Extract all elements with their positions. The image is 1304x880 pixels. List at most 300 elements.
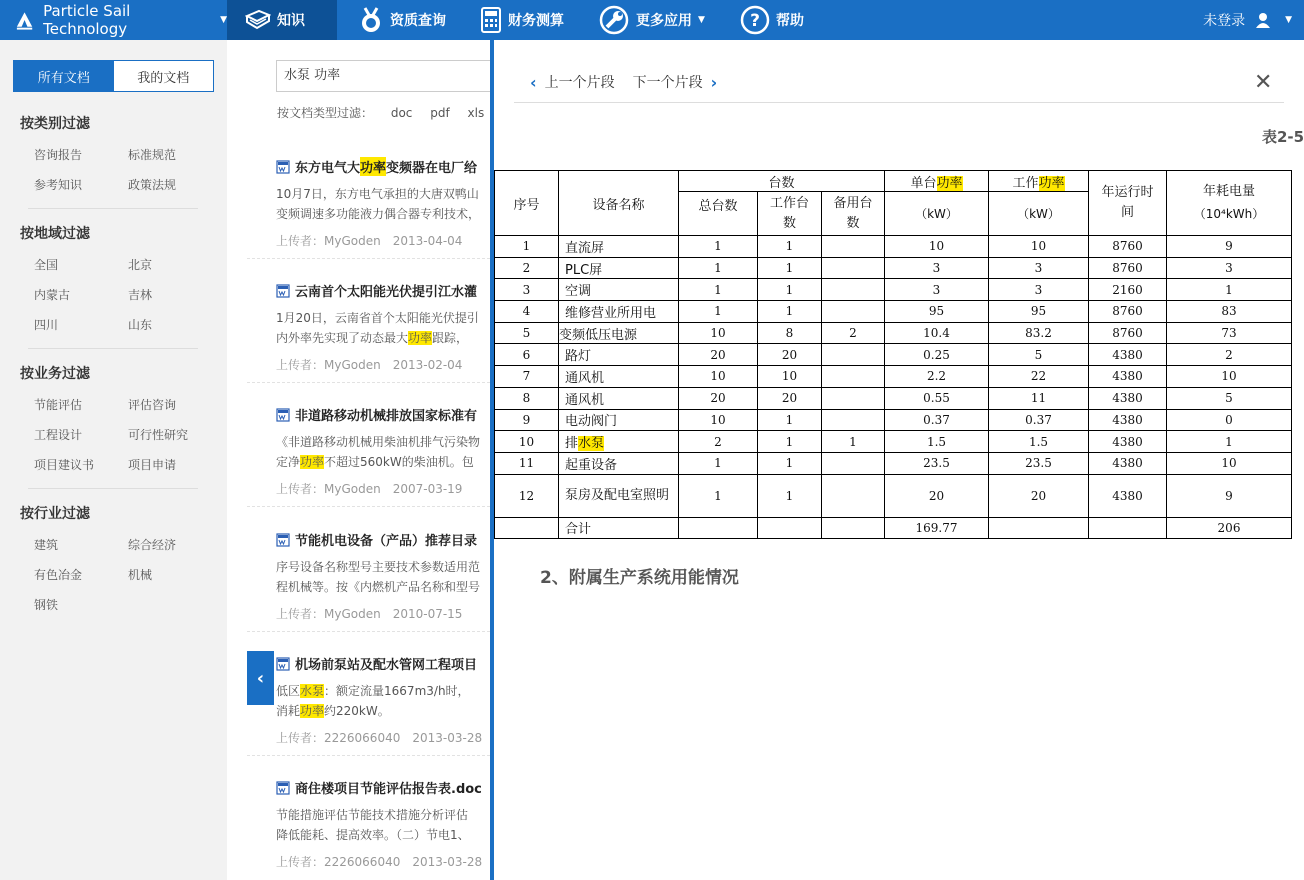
- cell-unit-power: 10.4: [885, 322, 989, 344]
- cell-total: 10: [679, 366, 758, 388]
- cell-unit-power: 1.5: [885, 431, 989, 453]
- result-title[interactable]: [276, 530, 490, 549]
- book-icon: [245, 8, 271, 32]
- uploader: 上传者：MyGoden: [276, 607, 381, 621]
- result-snippet: [276, 805, 490, 845]
- cell-name: [559, 322, 679, 344]
- user-icon: [1255, 12, 1271, 28]
- cell-working: 10: [758, 366, 822, 388]
- text-fragment: 降低能耗、提高效率。（二）节电1、: [276, 828, 470, 842]
- cell-total: [679, 517, 758, 538]
- nav-finance-label: 财务测算: [508, 13, 564, 29]
- cell-standby: [822, 474, 885, 517]
- result-title[interactable]: [276, 778, 490, 797]
- cell-work-power: 10: [989, 236, 1089, 258]
- prev-segment-label: 上一个片段: [544, 75, 615, 91]
- divider: [247, 258, 490, 259]
- cell-name: [559, 452, 679, 474]
- text-fragment: 程机械等。按《内燃机产品名称和型号: [276, 580, 481, 594]
- type-filter-label: 按文档类型过滤：: [277, 106, 374, 120]
- search-results-pane: [227, 40, 490, 880]
- cell-total: 1: [679, 236, 758, 258]
- cell-energy: 0: [1167, 409, 1292, 431]
- nav-qualification-label: 资质查询: [390, 13, 446, 29]
- cell-unit-power: 0.55: [885, 387, 989, 409]
- cell-no: 4: [495, 301, 559, 323]
- table-row: [495, 236, 1292, 258]
- table-row: [495, 387, 1292, 409]
- type-filter-xls[interactable]: xls: [467, 106, 485, 120]
- cell-standby: [822, 301, 885, 323]
- brand-name: Particle Sail Technology: [43, 2, 131, 38]
- cell-energy: 5: [1167, 387, 1292, 409]
- header-text: 单台: [910, 175, 937, 191]
- result-item[interactable]: [276, 654, 490, 746]
- result-snippet: [276, 184, 490, 224]
- filter-group-industry: [20, 504, 200, 620]
- text-fragment: 序号设备名称型号主要技术参数适用范: [276, 560, 481, 574]
- cell-name: 合计: [559, 517, 679, 538]
- table-total-row: [495, 517, 1292, 538]
- cell-working: 1: [758, 279, 822, 301]
- header-text: 年耗电量: [1202, 183, 1255, 199]
- upload-date: 2007-03-19: [392, 482, 463, 496]
- cell-work-power: 83.2: [989, 322, 1089, 344]
- divider: [28, 348, 198, 349]
- cell-standby: [822, 452, 885, 474]
- text-fragment: 路灯: [565, 349, 592, 365]
- result-meta: [276, 356, 490, 373]
- text-fragment: 变频低压电源: [559, 327, 638, 343]
- header-total: 总台数: [679, 192, 758, 236]
- cell-hours: 4380: [1089, 409, 1167, 431]
- filter-group-title: 按业务过滤: [20, 366, 90, 382]
- chevron-down-icon: ▼: [220, 15, 227, 25]
- filter-item[interactable]: 吉林: [128, 288, 153, 302]
- header-count: 台数: [679, 171, 885, 192]
- chevron-left-icon: ‹: [256, 667, 265, 689]
- filter-item[interactable]: 有色冶金: [34, 568, 83, 582]
- table-row: [495, 431, 1292, 453]
- filter-item[interactable]: 政策法规: [128, 178, 177, 192]
- result-snippet: [276, 432, 490, 472]
- section-heading: 2、附属生产系统用能情况: [540, 568, 739, 588]
- doc-scope-tabs: [13, 60, 214, 92]
- text-fragment: 非道路移动机械排放国家标准有: [295, 409, 478, 424]
- cell-hours: 4380: [1089, 344, 1167, 366]
- cell-working: 1: [758, 409, 822, 431]
- cell-standby: [822, 257, 885, 279]
- top-navbar: [0, 0, 1304, 40]
- cell-no: 3: [495, 279, 559, 301]
- cell-work-power: 11: [989, 387, 1089, 409]
- header-standby: 备用台数: [822, 192, 885, 236]
- table-row: [495, 257, 1292, 279]
- snippet-line: [276, 577, 490, 597]
- cell-name: [559, 279, 679, 301]
- cell-name: [559, 344, 679, 366]
- cell-hours: 2160: [1089, 279, 1167, 301]
- search-input[interactable]: 水泵 功率: [276, 60, 490, 92]
- text-fragment: 约220kW。: [324, 704, 390, 718]
- snippet-line: [276, 557, 490, 577]
- cell-total: 1: [679, 474, 758, 517]
- cell-energy: 1: [1167, 279, 1292, 301]
- text-fragment: 机场前泵站及配水管网工程项目: [295, 658, 478, 673]
- text-fragment: 变频调速多功能液力偶合器专利技术，: [276, 207, 481, 221]
- tab-all-documents[interactable]: 所有文档: [14, 61, 114, 91]
- cell-work-power: 95: [989, 301, 1089, 323]
- highlight: 水泵: [578, 436, 605, 452]
- cell-working: 8: [758, 322, 822, 344]
- table-row: [495, 409, 1292, 431]
- header-work-kw: （kW）: [989, 192, 1089, 236]
- cell-no: 8: [495, 387, 559, 409]
- divider: [247, 755, 490, 756]
- cell-name: [559, 431, 679, 453]
- uploader: 上传者：MyGoden: [276, 358, 381, 372]
- result-title[interactable]: [276, 281, 490, 300]
- cell-work-power: [989, 517, 1089, 538]
- highlight: 功率: [1038, 175, 1065, 191]
- cell-work-power: 22: [989, 366, 1089, 388]
- cell-unit-power: 20: [885, 474, 989, 517]
- divider: [514, 102, 1284, 103]
- upload-date: 2013-04-04: [392, 234, 463, 248]
- filter-group-business: [20, 364, 200, 480]
- filter-item[interactable]: 机械: [128, 568, 153, 582]
- cell-standby: [822, 279, 885, 301]
- cell-unit-power: 3: [885, 279, 989, 301]
- result-title[interactable]: [276, 157, 490, 176]
- text-fragment: 1月20日，云南省首个太阳能光伏提引: [276, 311, 479, 325]
- table-row: [495, 279, 1292, 301]
- cell-no: 6: [495, 344, 559, 366]
- text-fragment: 《非道路移动机械用柴油机排气污染物: [276, 435, 481, 449]
- highlight: 功率: [360, 157, 386, 176]
- cell-name: [559, 387, 679, 409]
- filter-item[interactable]: 评估咨询: [128, 398, 177, 412]
- next-segment-button[interactable]: [633, 72, 718, 92]
- table-row: [495, 474, 1292, 517]
- help-icon: [740, 5, 770, 35]
- cell-work-power: 0.37: [989, 409, 1089, 431]
- cell-energy: 83: [1167, 301, 1292, 323]
- cell-unit-power: 2.2: [885, 366, 989, 388]
- result-title[interactable]: [276, 654, 490, 673]
- upload-date: 2013-03-28: [412, 855, 483, 869]
- filter-item[interactable]: 内蒙古: [34, 288, 71, 302]
- cell-name: [559, 236, 679, 258]
- cell-energy: 9: [1167, 474, 1292, 517]
- cell-energy: 9: [1167, 236, 1292, 258]
- cell-total: 20: [679, 387, 758, 409]
- nav-help[interactable]: [740, 0, 804, 40]
- cell-total: 20: [679, 344, 758, 366]
- snippet-line: [276, 328, 490, 348]
- cell-energy: 2: [1167, 344, 1292, 366]
- cell-no: 9: [495, 409, 559, 431]
- text-fragment: 云南首个太阳能光伏提引江水灌: [295, 285, 478, 300]
- filter-group-region: [20, 224, 200, 340]
- filter-group-title: 按类别过滤: [20, 116, 90, 132]
- cell-standby: 1: [822, 431, 885, 453]
- type-filter-pdf[interactable]: pdf: [430, 106, 450, 120]
- svg-text:?: ?: [750, 11, 760, 31]
- cell-unit-power: 95: [885, 301, 989, 323]
- snippet-line: [276, 681, 490, 701]
- snippet-line: [276, 701, 490, 721]
- cell-hours: 4380: [1089, 366, 1167, 388]
- cell-no: 11: [495, 452, 559, 474]
- divider: [247, 382, 490, 383]
- cell-no: 7: [495, 366, 559, 388]
- type-filter: [277, 104, 490, 121]
- cell-working: 1: [758, 452, 822, 474]
- filter-item[interactable]: 山东: [128, 318, 153, 332]
- filter-item[interactable]: 项目申请: [128, 458, 177, 472]
- nav-more-apps[interactable]: [598, 0, 705, 40]
- text-fragment: 东方电气大: [295, 161, 361, 176]
- cell-work-power: 23.5: [989, 452, 1089, 474]
- cell-no: [495, 517, 559, 538]
- cell-work-power: 3: [989, 257, 1089, 279]
- nav-knowledge-label: 知识: [277, 13, 305, 29]
- chevron-right-icon: ›: [710, 72, 718, 92]
- text-fragment: 商住楼项目节能评估报告表.doc: [295, 782, 482, 797]
- document-icon: [276, 781, 290, 795]
- wrench-icon: [598, 5, 630, 35]
- document-icon: [276, 533, 290, 547]
- filter-item[interactable]: 全国: [34, 258, 59, 272]
- nav-finance[interactable]: [480, 0, 564, 40]
- cell-unit-power: 3: [885, 257, 989, 279]
- cell-work-power: 3: [989, 279, 1089, 301]
- document-preview-panel: [490, 40, 1304, 880]
- header-text: 工作: [1012, 175, 1039, 191]
- cell-energy: 206: [1167, 517, 1292, 538]
- snippet-line: [276, 452, 490, 472]
- text-fragment: 通风机: [565, 370, 605, 386]
- result-item[interactable]: [276, 405, 490, 497]
- highlight: 功率: [300, 455, 325, 469]
- text-fragment: 节能机电设备（产品）推荐目录: [295, 534, 478, 549]
- cell-energy: 10: [1167, 452, 1292, 474]
- cell-working: 1: [758, 474, 822, 517]
- nav-qualification[interactable]: [358, 0, 446, 40]
- result-item[interactable]: [276, 530, 490, 622]
- table-row: [495, 322, 1292, 344]
- text-fragment: ：额定流量1667m3/h时，: [324, 684, 470, 698]
- energy-table: [494, 170, 1292, 539]
- document-icon: [276, 408, 290, 422]
- cell-hours: 8760: [1089, 301, 1167, 323]
- filter-item[interactable]: 项目建议书: [34, 458, 95, 472]
- divider: [247, 631, 490, 632]
- cell-unit-power: 0.25: [885, 344, 989, 366]
- cell-total: 2: [679, 431, 758, 453]
- cell-standby: [822, 409, 885, 431]
- cell-hours: [1089, 517, 1167, 538]
- result-title[interactable]: [276, 405, 490, 424]
- tab-my-documents[interactable]: 我的文档: [114, 61, 214, 91]
- cell-total: 10: [679, 322, 758, 344]
- cell-no: 5: [495, 322, 559, 344]
- result-meta: [276, 605, 490, 622]
- text-fragment: 维修营业所用电: [565, 305, 657, 321]
- logo-icon: [14, 9, 35, 31]
- cell-hours: 8760: [1089, 236, 1167, 258]
- text-fragment: 跟踪，: [432, 331, 469, 345]
- filter-item[interactable]: 建筑: [34, 538, 59, 552]
- cell-working: 20: [758, 344, 822, 366]
- result-meta: [276, 480, 490, 497]
- result-item[interactable]: [276, 157, 490, 249]
- document-icon: [276, 657, 290, 671]
- cell-name: [559, 366, 679, 388]
- header-work-power: [989, 171, 1089, 192]
- filter-item[interactable]: 工程设计: [34, 428, 83, 442]
- snippet-line: [276, 184, 490, 204]
- header-energy: [1167, 171, 1292, 236]
- cell-standby: [822, 517, 885, 538]
- medal-icon: [358, 6, 384, 34]
- filter-item[interactable]: 四川: [34, 318, 59, 332]
- cell-working: [758, 517, 822, 538]
- calculator-icon: [480, 7, 502, 33]
- document-icon: [276, 284, 290, 298]
- text-fragment: 空调: [565, 284, 592, 300]
- cell-standby: [822, 366, 885, 388]
- result-meta: [276, 729, 490, 746]
- text-fragment: 直流屏: [565, 240, 605, 256]
- nav-knowledge[interactable]: [227, 0, 337, 40]
- cell-total: 1: [679, 301, 758, 323]
- cell-hours: 4380: [1089, 474, 1167, 517]
- snippet-line: [276, 204, 490, 224]
- upload-date: 2013-02-04: [392, 358, 463, 372]
- cell-work-power: 1.5: [989, 431, 1089, 453]
- close-icon[interactable]: ✕: [1254, 70, 1273, 95]
- filter-item[interactable]: 可行性研究: [128, 428, 189, 442]
- prev-segment-button[interactable]: [530, 72, 615, 92]
- cell-hours: 4380: [1089, 431, 1167, 453]
- cell-name: [559, 257, 679, 279]
- filter-sidebar: [0, 40, 227, 880]
- text-fragment: PLC屏: [565, 262, 603, 278]
- uploader: 上传者：2226066040: [276, 731, 401, 745]
- cell-no: 12: [495, 474, 559, 517]
- highlight: 功率: [936, 175, 963, 191]
- filter-item[interactable]: 北京: [128, 258, 153, 272]
- text-fragment: 泵房及配电室照明: [565, 487, 670, 503]
- result-meta: [276, 853, 490, 870]
- filter-item[interactable]: 参考知识: [34, 178, 83, 192]
- divider: [28, 208, 198, 209]
- highlight: 功率: [300, 704, 325, 718]
- header-hours: 年运行时间: [1089, 171, 1167, 236]
- result-snippet: [276, 308, 490, 348]
- filter-item[interactable]: 节能评估: [34, 398, 83, 412]
- upload-date: 2010-07-15: [392, 607, 463, 621]
- filter-item[interactable]: 钢铁: [34, 598, 59, 612]
- text-fragment: 定净: [276, 455, 301, 469]
- cell-no: 1: [495, 236, 559, 258]
- cell-total: 1: [679, 257, 758, 279]
- upload-date: 2013-03-28: [412, 731, 483, 745]
- filter-group-category: [20, 114, 200, 200]
- result-snippet: [276, 557, 490, 597]
- cell-hours: 4380: [1089, 387, 1167, 409]
- uploader: 上传者：2226066040: [276, 855, 401, 869]
- cell-standby: [822, 344, 885, 366]
- text-fragment: 通风机: [565, 392, 605, 408]
- header-unit-power: [885, 171, 989, 192]
- divider: [247, 506, 490, 507]
- result-meta: [276, 232, 490, 249]
- table-row: [495, 366, 1292, 388]
- cell-name: [559, 301, 679, 323]
- cell-unit-power: 169.77: [885, 517, 989, 538]
- header-no: 序号: [495, 171, 559, 236]
- cell-working: 1: [758, 257, 822, 279]
- table-row: [495, 301, 1292, 323]
- cell-name: [559, 409, 679, 431]
- table-row: [495, 452, 1292, 474]
- cell-unit-power: 0.37: [885, 409, 989, 431]
- type-filter-doc[interactable]: doc: [390, 106, 413, 120]
- nav-help-label: 帮助: [776, 13, 804, 29]
- brand-menu[interactable]: [0, 0, 227, 40]
- filter-item[interactable]: 标准规范: [128, 148, 177, 162]
- header-unit-kw: （kW）: [885, 192, 989, 236]
- cell-hours: 8760: [1089, 322, 1167, 344]
- highlight: 水泵: [300, 684, 325, 698]
- filter-group-title: 按地域过滤: [20, 226, 90, 242]
- chevron-down-icon: ▼: [698, 15, 705, 25]
- segment-navigation: [530, 72, 717, 92]
- cell-total: 10: [679, 409, 758, 431]
- document-icon: [276, 160, 290, 174]
- login-menu[interactable]: [1203, 0, 1292, 40]
- cell-unit-power: 23.5: [885, 452, 989, 474]
- uploader: 上传者：MyGoden: [276, 482, 381, 496]
- collapse-panel-button[interactable]: [247, 651, 274, 705]
- cell-work-power: 5: [989, 344, 1089, 366]
- header-name: 设备名称: [559, 171, 679, 236]
- filter-item[interactable]: 综合经济: [128, 538, 177, 552]
- cell-standby: [822, 236, 885, 258]
- next-segment-label: 下一个片段: [632, 75, 703, 91]
- table-row: [495, 344, 1292, 366]
- filter-item[interactable]: 咨询报告: [34, 148, 83, 162]
- cell-working: 20: [758, 387, 822, 409]
- text-fragment: 电动阀门: [565, 414, 618, 430]
- snippet-line: [276, 805, 490, 825]
- snippet-line: [276, 432, 490, 452]
- cell-working: 1: [758, 431, 822, 453]
- divider: [28, 488, 198, 489]
- chevron-down-icon: ▼: [1285, 15, 1292, 25]
- result-snippet: [276, 681, 490, 721]
- header-working: 工作台数: [758, 192, 822, 236]
- header-unit: （10⁴kWh）: [1193, 206, 1265, 221]
- result-item[interactable]: [276, 281, 490, 373]
- snippet-line: [276, 308, 490, 328]
- result-item[interactable]: [276, 778, 490, 870]
- nav-more-apps-label: 更多应用: [636, 13, 692, 29]
- uploader: 上传者：MyGoden: [276, 234, 381, 248]
